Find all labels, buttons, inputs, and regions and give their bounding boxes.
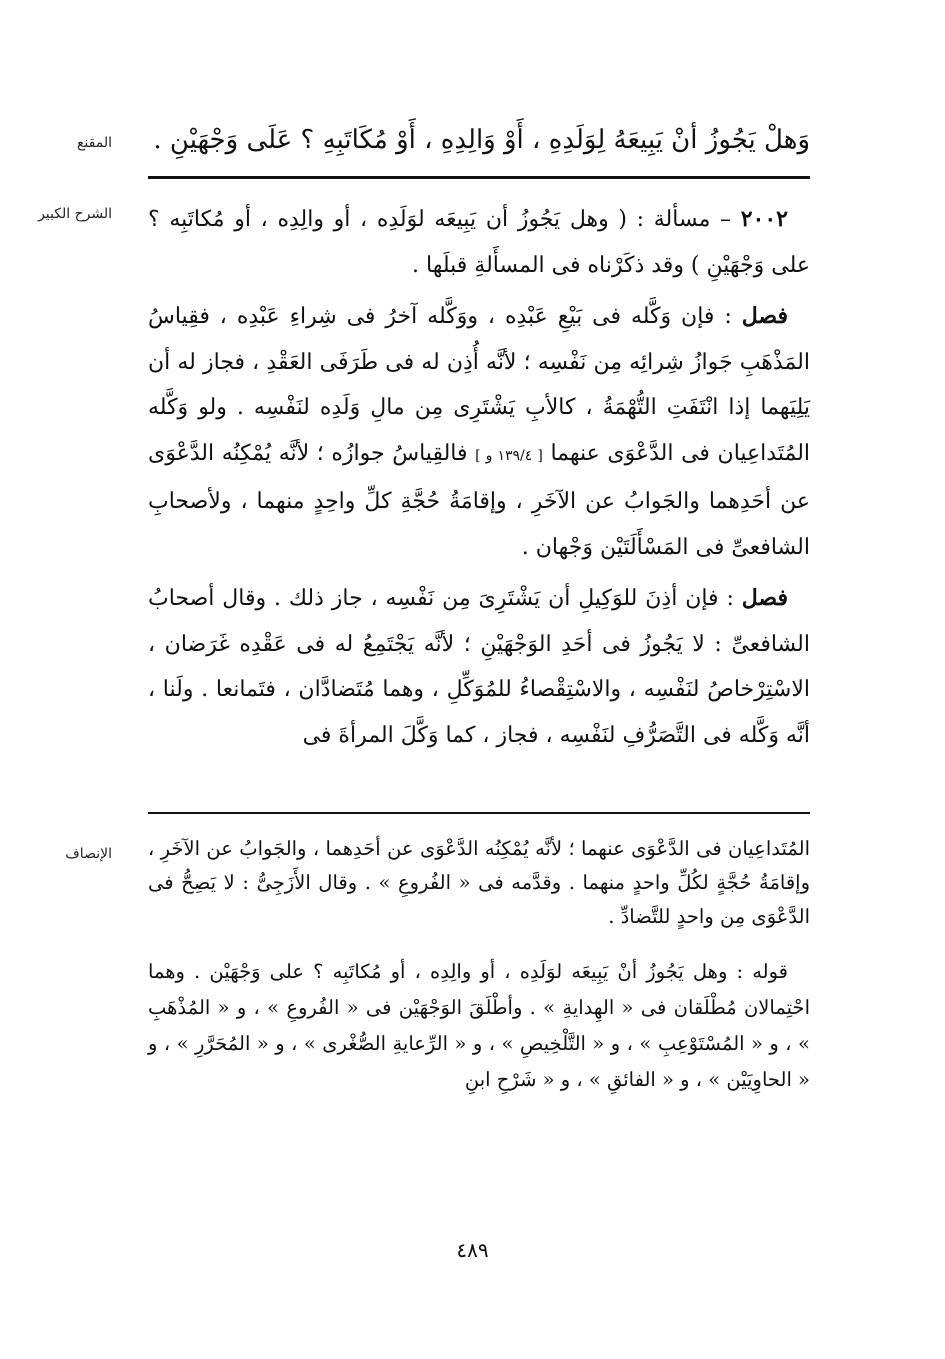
issue-number: ٢٠٠٢ — [740, 206, 788, 232]
muqni-text: وَهلْ يَجُوزُ أنْ يَبِيعَهُ لِوَلَدِهِ ، أَوْ وَالِدِهِ ، أَوْ مُكَاتَبِهِ ؟ عَلَى وَجْهَيْنِ . — [153, 125, 810, 155]
sharh-paragraph-1 — [148, 197, 810, 288]
section-label-insaf: الإنصاف — [65, 846, 112, 862]
fasl-text-b: فالقِياسُ جوازُه ؛ لأنَّه يُمْكِنُه الدَّعْوَى عن أحَدِهما والجَوابُ عن الآخَرِ ، وإقامَةُ حُجَّةِ كلِّ واحِدٍ منهما ، ولأصحابِ الشافعىِّ فى المَسْأَلَتَيْن وَجْهان . — [148, 440, 810, 560]
footer-divider — [148, 812, 810, 814]
header-divider — [148, 176, 810, 179]
sharh-paragraph-3 — [148, 576, 810, 758]
fasl-heading: فصل — [741, 585, 788, 611]
sharh-text — [148, 197, 810, 758]
insaf-paragraph-1: المُتَداعِيان فى الدَّعْوَى عنهما ؛ لأنَّه يُمْكِنُه الدَّعْوَى عن أحَدِهما ، والجَوابُ عن الآخَرِ ، وإقامَةُ حُجَّةٍ لكُلِّ واحدٍ منهما . وقدَّمه فى « الفُروعِ » . وقال الأَزَجِىُّ : لا يَصِحُّ فى الدَّعْوَى مِن واحدٍ للتَّضادِّ . — [148, 837, 810, 928]
insaf-text — [148, 832, 810, 1098]
sharh-paragraph-2 — [148, 294, 810, 570]
insaf-paragraph-2: قوله : وهل يَجُوزُ أنْ يَبِيعَه لوَلَدِه ، أو والِدِه ، أو مُكاتَبِه ؟ على وَجْهَيْن . وهما احْتِمالان مُطْلَقان فى « الهِدايةِ » . وأطْلَقَ الوَجْهَيْن فى « الفُروعِ » ، و « المُذْهَبِ » ، و « المُسْتَوْعِبِ » ، و « التَّلْخِيصِ » ، و « الرِّعايةِ الصُّغْرى » ، و « المُحَرَّرِ » ، و « الحاوِيَيْن » ، و « الفائقِ » ، و « شَرْحِ ابنِ — [148, 960, 810, 1091]
manuscript-reference: [ ١٣٩/٤ و ] — [475, 447, 543, 464]
fasl-text-a: : فإن وَكَّله فى بَيْعِ عَبْدِه ، ووَكَّله آخرُ فى شِراءِ عَبْدِه ، فقِياسُ المَذْهَبِ جَوازُ شِرائِه مِن نَفْسِه ؛ لأنَّه أُذِن له فى طَرَفَى العَقْدِ ، فجاز له أن يَلِيَهما إذا انْتَفَتِ التُّهْمَةُ ، كالأبِ يَشْتَرِى مِن مالِ وَلَدِه لنَفْسِه . ولو وَكَّله المُتَداعِيان فى الدَّعْوَى عنهما — [148, 304, 811, 466]
page-number: ٤٨٩ — [456, 1238, 489, 1262]
section-label-muqni: المقنع — [76, 135, 112, 151]
section-label-sharh: الشرح الكبير — [38, 206, 112, 222]
issue-text: – مسألة : ( وهل يَجُوزُ أن يَبِيعَه لوَلَدِه ، أو والِدِه ، أو مُكاتَبِه ؟ على وَجْهَيْنِ ) وقد ذكَرْناه فى المسأَلةِ قبلَها . — [148, 207, 810, 278]
fasl-heading: فصل — [741, 303, 788, 329]
fasl-text: : فإن أذِنَ للوَكِيلِ أن يَشْتَرِىَ مِن نَفْسِه ، جاز ذلك . وقال أصحابُ الشافعىِّ : لا يَجُوزُ فى أحَدِ الوَجْهَيْنِ ؛ لأنَّه يَجْتَمِعُ له فى عَقْدِه غَرَضان ، الاسْتِرْخاصُ لنَفْسِه ، والاسْتِقْصاءُ للمُوَكِّلِ ، وهما مُتَضادَّان ، فتَمانعا . ولَنا ، أنَّه وَكَّله فى التَّصَرُّفِ لنَفْسِه ، فجاز ، كما وَكَّلَ المرأةَ فى — [148, 586, 810, 748]
